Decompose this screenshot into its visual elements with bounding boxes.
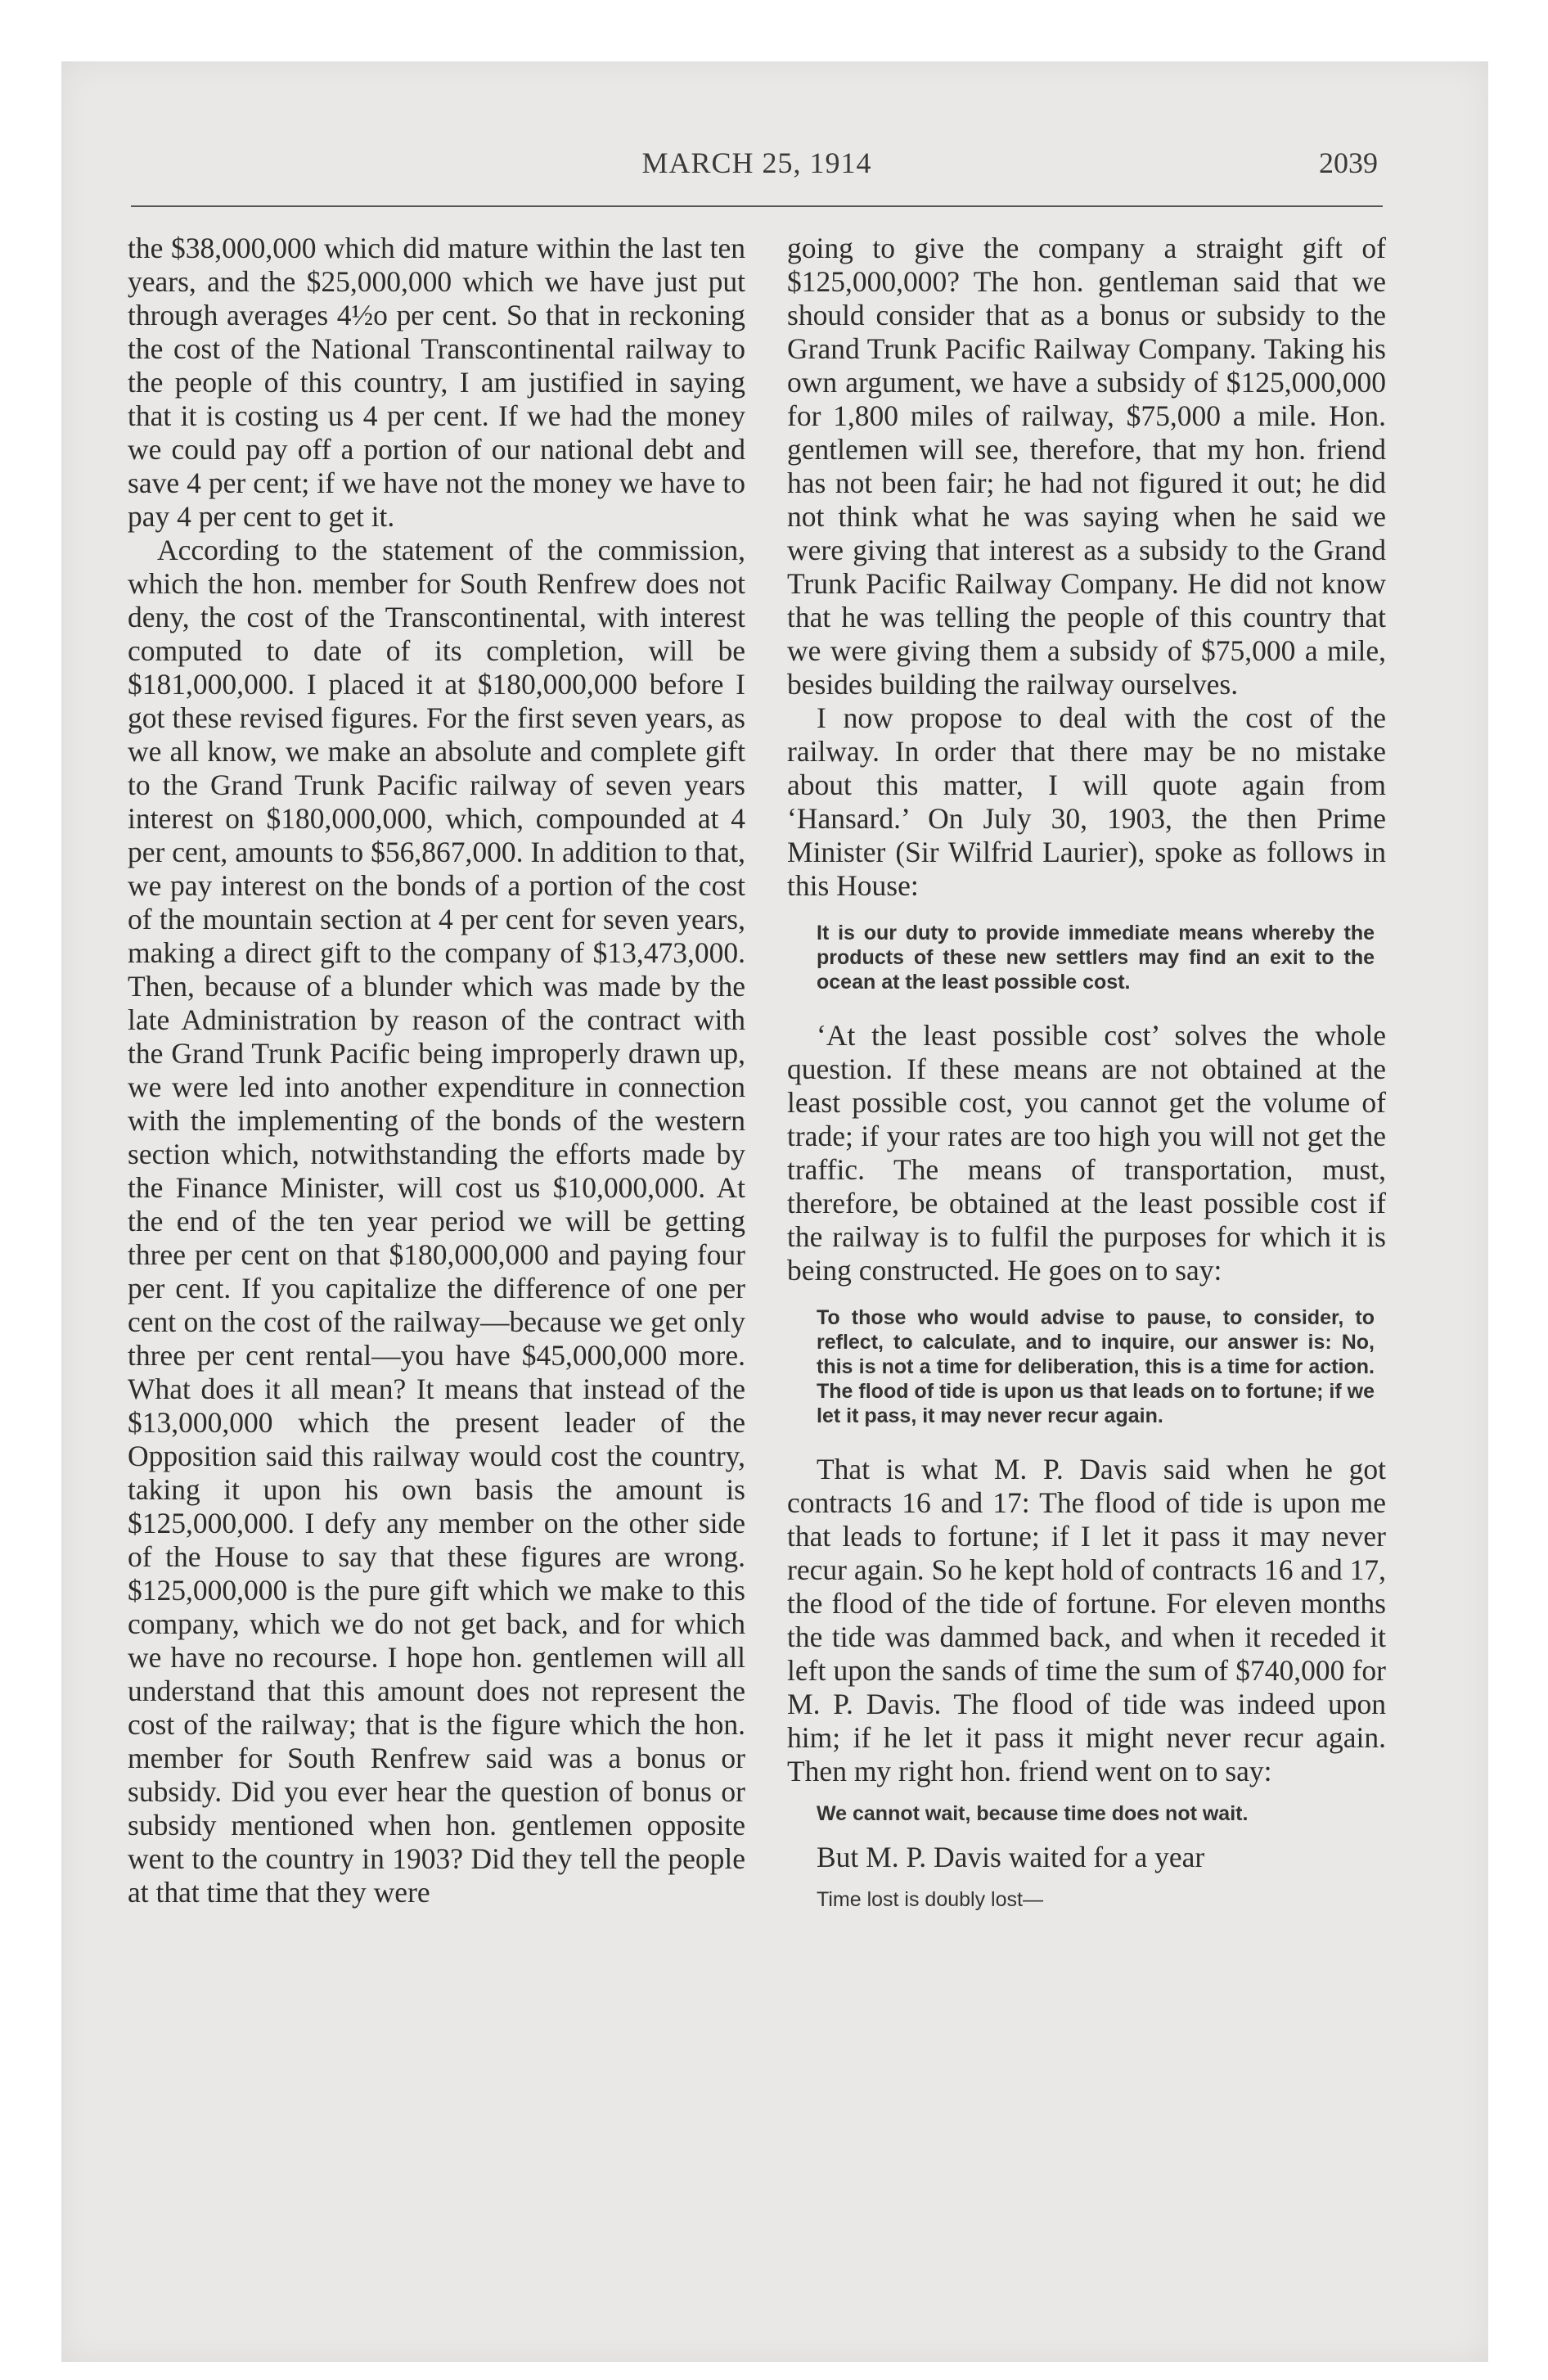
header-rule <box>131 205 1383 207</box>
block-quote-3: We cannot wait, because time does not wait. <box>817 1802 1249 1825</box>
block-quote-2: To those who would advise to pause, to consider, to reflect, to calculate, and to inquire, our answer is: No, this is not a time for deliberation, this is a time for action. The flood of tide is upon us that leads on to fortune; if we let it pass, it may never recur again. <box>817 1306 1375 1427</box>
right-paragraph-4: That is what M. P. Davis said when he got contracts 16 and 17: The flood of tide is upon me that leads to fortune; if I let it pass it may never recur again. So he kept hold of contracts 16 and 17, the flood of the tide of fortune. For eleven months the tide was dammed back, and when it receded it left upon the sands of time the sum of $740,000 for M. P. Davis. The flood of tide was indeed upon him; if he let it pass it might never recur again. Then my right hon. friend went on to say: <box>787 1453 1386 1787</box>
right-paragraph-1: going to give the company a straight gift of $125,000,000? The hon. gentleman said that we should consider that as a bonus or subsidy to the Grand Trunk Pacific Railway Company. Taking his own argument, we have a subsidy of $125,000,000 for 1,800 miles of railway, $75,000 a mile. Hon. gentlemen will see, therefore, that my hon. friend has not been fair; he had not figured it out; he did not think what he was saying when he said we were giving that interest as a subsidy to the Grand Trunk Pacific Railway Company. He did not know that he was telling the people of this country that we were giving them a subsidy of $75,000 a mile, besides building the railway ourselves. <box>787 232 1386 701</box>
left-paragraph-1: the $38,000,000 which did mature within the last ten years, and the $25,000,000 which we have just put through averages 4½o per cent. So that in reckoning the cost of the National Transcontinental railway to the people of this country, I am justified in saying that it is costing us 4 per cent. If we had the money we could pay off a portion of our national debt and save 4 per cent; if we have not the money we have to pay 4 per cent to get it. <box>128 232 745 533</box>
left-column <box>128 232 745 1909</box>
right-paragraph-2: I now propose to deal with the cost of the railway. In order that there may be no mistake about this matter, I will quote again from ‘Hansard.’ On July 30, 1903, the then Prime Minister (Sir Wilfrid Laurier), spoke as follows in this House: <box>787 701 1386 902</box>
right-column <box>787 232 1386 1927</box>
right-paragraph-3: ‘At the least possible cost’ solves the whole question. If these means are not obtained at the least possible cost, you cannot get the volume of trade; if your rates are too high you will not get the traffic. The means of transportation, must, therefore, be obtained at the least possible cost if the railway is to fulfil the purposes for which it is being constructed. He goes on to say: <box>787 1019 1386 1287</box>
header-date: MARCH 25, 1914 <box>641 146 872 179</box>
block-quote-1: It is our duty to provide immediate means whereby the products of these new settlers may find an exit to the ocean at the least possible cost. <box>817 922 1375 994</box>
page-header <box>131 146 1383 187</box>
block-quote-4: Time lost is doubly lost— <box>817 1888 1043 1911</box>
left-paragraph-2: According to the statement of the commission, which the hon. member for South Renfrew does not deny, the cost of the Transcontinental, with interest computed to date of its completion, will be $181,000,000. I placed it at $180,000,000 before I got these revised figures. For the first seven years, as we all know, we make an absolute and complete gift to the Grand Trunk Pacific railway of seven years interest on $180,000,000, which, compounded at 4 per cent, amounts to $56,867,000. In addition to that, we pay interest on the bonds of a portion of the cost of the mountain section at 4 per cent for seven years, making a direct gift to the company of $13,473,000. Then, because of a blunder which was made by the late Administration by reason of the contract with the Grand Trunk Pacific being improperly drawn up, we were led into another expenditure in connection with the implementing of the bonds of the western section which, notwithstanding the efforts made by the Finance Minister, will cost us $10,000,000. At the end of the ten year period we will be getting three per cent on that $180,000,000 and paying four per cent. If you capitalize the difference of one per cent on the cost of the railway—because we get only three per cent rental—you have $45,000,000 more. What does it all mean? It means that instead of the $13,000,000 which the present leader of the Opposition said this railway would cost the country, taking it upon his own basis the amount is $125,000,000. I defy any member on the other side of the House to say that these figures are wrong. $125,000,000 is the pure gift which we make to this company, which we do not get back, and for which we have no recourse. I hope hon. gentlemen will all understand that this amount does not represent the cost of the railway; that is the figure which the hon. member for South Renfrew said was a bonus or subsidy. Did you ever hear the question of bonus or subsidy mentioned when hon. gentlemen opposite went to the country in 1903? Did they tell the people at that time that they were <box>128 534 745 1909</box>
page-number: 2039 <box>1319 146 1378 179</box>
right-paragraph-5: But M. P. Davis waited for a year <box>817 1841 1205 1873</box>
